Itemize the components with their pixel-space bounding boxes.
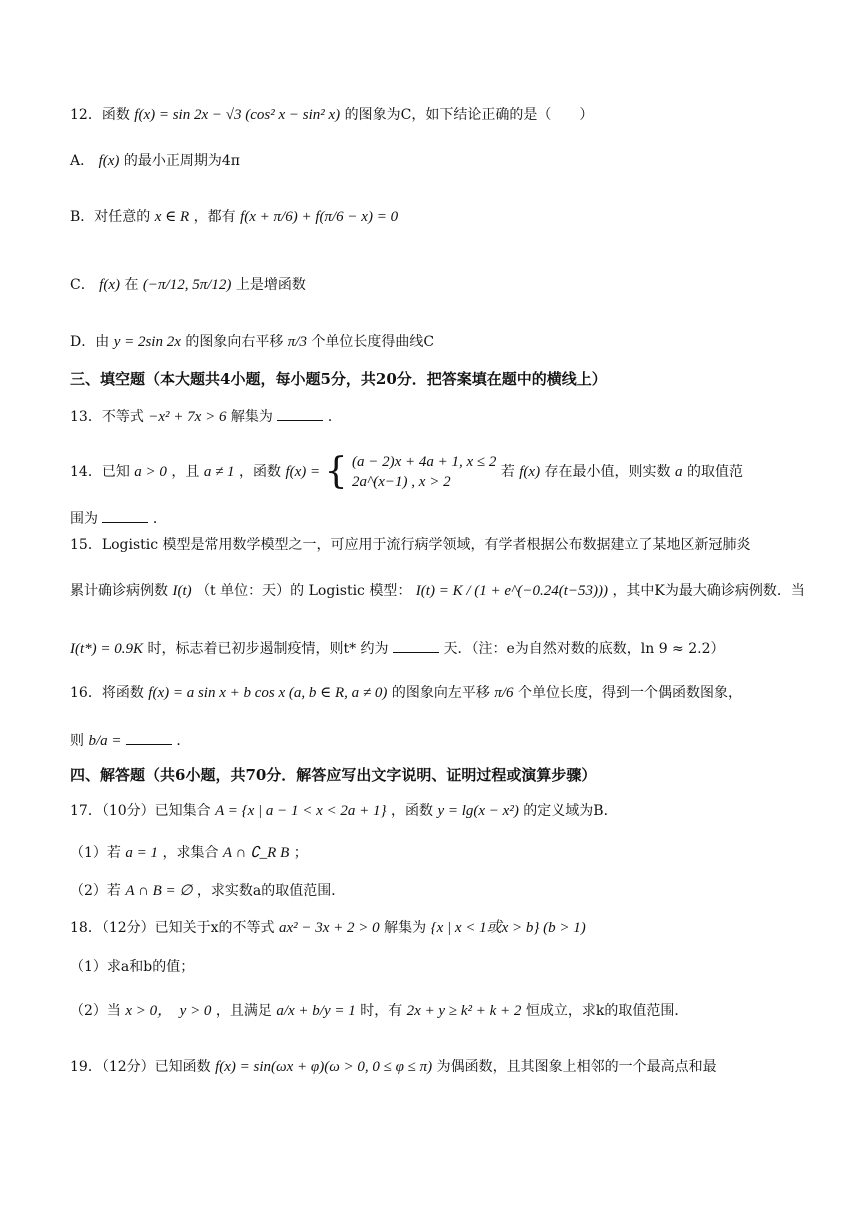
- q18-p2-cond: x > 0， y > 0: [125, 1003, 212, 1019]
- option-c-interval: (−π/12, 5π/12): [142, 277, 232, 293]
- q12-formula: f(x) = sin 2x − √3 (cos² x − sin² x): [134, 107, 341, 123]
- q12-option-a: [70, 150, 800, 172]
- option-a-label: A．: [70, 153, 95, 169]
- q15-line1: 15．Logistic 模型是常用数学模型之一，可应用于流行病学领域，有学者根据公布数据建立了某地区新冠肺炎: [70, 537, 751, 553]
- option-c-formula: f(x): [99, 277, 120, 293]
- q14-end: ．: [152, 511, 167, 527]
- option-b-label: B．对任意的: [70, 209, 151, 225]
- q19-stem: [70, 1056, 800, 1078]
- q13-answer-blank[interactable]: [277, 406, 323, 421]
- q17-p1-end: ；: [293, 845, 308, 861]
- q15-line3-formula: I(t*) = 0.9K: [70, 641, 144, 657]
- q16-mid: 的图象向左平移: [391, 685, 490, 701]
- option-b-cond: x ∈ R: [154, 209, 190, 225]
- option-b-mid: ，都有: [193, 209, 236, 225]
- q14-brace: {: [324, 451, 348, 492]
- q13-end: ．: [327, 409, 342, 425]
- q18-p2-end: 恒成立，求k的取值范围．: [525, 1003, 689, 1019]
- q14-func: f(x) =: [285, 464, 321, 480]
- q14-func2: f(x): [519, 464, 541, 480]
- q16-frac: π/6: [494, 685, 514, 701]
- q17-p1-prefix: （1）若: [70, 845, 121, 861]
- q16-formula: f(x) = a sin x + b cos x (a, b ∈ R, a ≠ 0): [148, 685, 388, 701]
- option-c-label: C．: [70, 277, 95, 293]
- q14-cond2: a ≠ 1: [203, 464, 235, 480]
- option-a-formula: f(x): [98, 153, 120, 169]
- q17-set-a: A = {x | a − 1 < x < 2a + 1}: [215, 803, 387, 819]
- option-a-text: 的最小正周期为4π: [123, 153, 240, 169]
- q17-stem: [70, 800, 800, 822]
- q13: [70, 406, 800, 428]
- q14-case1: (a − 2)x + 4a + 1, x ≤ 2: [351, 454, 497, 470]
- option-c-mid: 在: [124, 277, 139, 293]
- q16-line2-formula: b/a =: [88, 733, 122, 749]
- q18-p2-prefix: （2）当: [70, 1003, 121, 1019]
- q12-option-c: [70, 274, 800, 296]
- option-d-frac: π/3: [287, 334, 307, 350]
- q18-formula: ax² − 3x + 2 > 0: [278, 920, 380, 936]
- q18-mid: 解集为: [384, 920, 427, 936]
- q18-stem: [70, 917, 800, 939]
- q16-answer-blank[interactable]: [126, 730, 172, 745]
- q19-formula: f(x) = sin(ωx + φ)(ω > 0, 0 ≤ φ ≤ π): [215, 1059, 433, 1075]
- option-c-text: 上是增函数: [235, 277, 306, 293]
- q13-prefix: 13．不等式: [70, 409, 144, 425]
- q14-line2-text: 围为: [70, 511, 98, 527]
- q15-line2-mid: （t 单位：天）的 Logistic 模型：: [196, 583, 412, 599]
- q14-piecewise: [352, 452, 496, 492]
- q17-p1-mid: ，求集合: [162, 845, 219, 861]
- q18-set: {x | x < 1或x > b} (b > 1): [430, 920, 586, 936]
- q19-prefix: 19．（12分）已知函数: [70, 1059, 211, 1075]
- q14-mid3: 若: [500, 464, 515, 480]
- q18-p2-eq: a/x + b/y = 1: [276, 1003, 356, 1019]
- q12-stem: [70, 104, 800, 126]
- q15-line3-text: 时，标志着已初步遏制疫情，则t* 约为: [147, 641, 389, 657]
- q14-var: a: [675, 464, 683, 480]
- q16-line2-prefix: 则: [70, 733, 84, 749]
- q16-suffix: 个单位长度，得到一个偶函数图象，: [517, 685, 742, 701]
- q15-it: I(t): [172, 583, 192, 599]
- q14-mid1: ，且: [171, 464, 200, 480]
- q18-p2-mid2: 时，有: [360, 1003, 403, 1019]
- q16-end: ．: [176, 733, 191, 749]
- option-d-label: D．由: [70, 334, 110, 350]
- section-3-heading: 三、填空题（本大题共4小题，每小题5分，共20分．把答案填在题中的横线上）: [70, 370, 607, 388]
- q17-p2-text: ，求实数a的取值范围．: [196, 883, 346, 899]
- q17-p1-cond: a = 1: [125, 845, 158, 861]
- q17-prefix: 17．（10分）已知集合: [70, 803, 211, 819]
- q18-p2-mid: ，且满足: [215, 1003, 272, 1019]
- q12-prefix: 12．函数: [70, 107, 130, 123]
- q17-part2: [70, 880, 800, 902]
- q17-mid: ，函数: [391, 803, 433, 819]
- q16-line1: [70, 682, 800, 704]
- q18-prefix: 18．（12分）已知关于x的不等式: [70, 920, 275, 936]
- option-d-formula: y = 2sin 2x: [113, 334, 181, 350]
- q15-line3: [70, 638, 800, 660]
- q15-line3-end: 天．（注：e为自然对数的底数，ln 9 ≈ 2.2）: [443, 641, 725, 657]
- q17-p2-cond: A ∩ B = ∅: [125, 883, 193, 899]
- q15-answer-blank[interactable]: [393, 638, 439, 653]
- q14-text: 存在最小值，则实数: [544, 464, 671, 480]
- option-d-text: 个单位长度得曲线C: [311, 334, 435, 350]
- q14-case2: 2a^(x−1) , x > 2: [351, 474, 451, 490]
- q18-part2: [70, 1000, 800, 1022]
- q14-line2: [70, 508, 800, 530]
- section-4-heading: 四、解答题（共6小题，共70分．解答应写出文字说明、证明过程或演算步骤）: [70, 766, 597, 784]
- q13-suffix: 解集为: [230, 409, 273, 425]
- q19-suffix: 为偶函数，且其图象上相邻的一个最高点和最: [436, 1059, 717, 1075]
- q14-answer-blank[interactable]: [102, 508, 148, 523]
- q17-p2-prefix: （2）若: [70, 883, 121, 899]
- q16-line2: [70, 730, 800, 752]
- q18-part1: （1）求a和b的值；: [70, 959, 195, 975]
- q15-line2-suffix: ，其中K为最大确诊病例数．当: [612, 583, 805, 599]
- q15-model: I(t) = K / (1 + e^(−0.24(t−53))): [415, 583, 608, 599]
- q17-part1: [70, 842, 800, 864]
- q15-line2-prefix: 累计确诊病例数: [70, 583, 168, 599]
- q17-p1-set: A ∩ ∁_R B: [222, 845, 290, 861]
- q16-prefix: 16．将函数: [70, 685, 144, 701]
- q12-option-b: [70, 206, 800, 228]
- q14-cond1: a > 0: [134, 464, 167, 480]
- option-d-mid: 的图象向右平移: [185, 334, 284, 350]
- q15-line2: [70, 580, 805, 602]
- q17-suffix: 的定义域为B．: [523, 803, 618, 819]
- q14-text2: 的取值范: [686, 464, 743, 480]
- q14-mid2: ，函数: [239, 464, 281, 480]
- q13-formula: −x² + 7x > 6: [148, 409, 227, 425]
- q14-line1: [70, 450, 800, 494]
- q18-p2-ineq: 2x + y ≥ k² + k + 2: [406, 1003, 522, 1019]
- option-b-formula: f(x + π/6) + f(π/6 − x) = 0: [240, 209, 399, 225]
- q12-suffix: 的图象为C，如下结论正确的是（ ）: [344, 107, 594, 123]
- q12-option-d: [70, 331, 800, 353]
- q14-prefix: 14．已知: [70, 464, 130, 480]
- q17-func: y = lg(x − x²): [437, 803, 519, 819]
